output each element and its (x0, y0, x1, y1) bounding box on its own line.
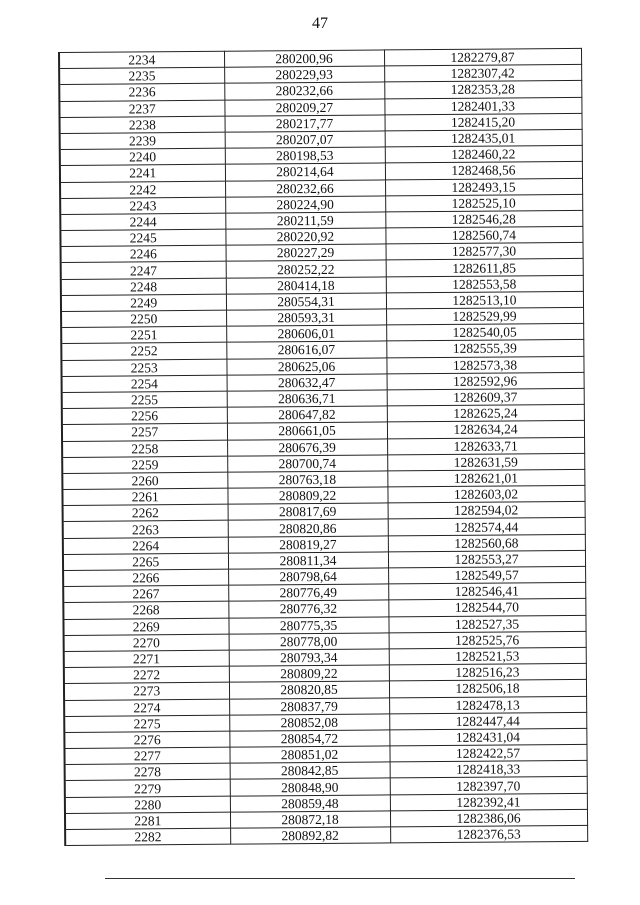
y-coordinate-cell: 1282447,44 (389, 712, 586, 730)
x-coordinate-cell: 280224,90 (225, 196, 385, 213)
point-number-cell: 2234 (59, 51, 224, 68)
x-coordinate-cell: 280632,47 (227, 374, 387, 391)
y-coordinate-cell: 1282553,58 (386, 275, 583, 293)
point-number-cell: 2263 (63, 521, 228, 538)
point-number-cell: 2278 (65, 763, 230, 780)
point-number-cell: 2244 (60, 213, 225, 230)
coordinates-table (58, 48, 588, 846)
y-coordinate-cell: 1282527,35 (388, 615, 585, 633)
point-number-cell: 2281 (65, 812, 230, 829)
point-number-cell: 2240 (60, 148, 225, 165)
x-coordinate-cell: 280872,18 (230, 811, 390, 828)
point-number-cell: 2279 (65, 780, 230, 797)
point-number-cell: 2269 (63, 618, 228, 635)
x-coordinate-cell: 280842,85 (230, 762, 390, 779)
x-coordinate-cell: 280859,48 (230, 795, 390, 812)
point-number-cell: 2282 (65, 828, 230, 845)
x-coordinate-cell: 280837,79 (229, 697, 389, 714)
y-coordinate-cell: 1282422,57 (389, 744, 586, 762)
x-coordinate-cell: 280211,59 (225, 212, 385, 229)
point-number-cell: 2257 (62, 423, 227, 440)
x-coordinate-cell: 280852,08 (229, 714, 389, 731)
point-number-cell: 2270 (64, 634, 229, 651)
y-coordinate-cell: 1282609,37 (387, 388, 584, 406)
y-coordinate-cell: 1282307,42 (384, 65, 581, 83)
x-coordinate-cell: 280200,96 (224, 50, 384, 67)
point-number-cell: 2273 (64, 682, 229, 699)
point-number-cell: 2248 (61, 278, 226, 295)
point-number-cell: 2258 (62, 440, 227, 457)
y-coordinate-cell: 1282478,13 (389, 696, 586, 714)
y-coordinate-cell: 1282560,68 (388, 534, 585, 552)
y-coordinate-cell: 1282418,33 (390, 761, 587, 779)
point-number-cell: 2247 (61, 262, 226, 279)
x-coordinate-cell: 280851,02 (229, 746, 389, 763)
y-coordinate-cell: 1282555,39 (386, 340, 583, 358)
y-coordinate-cell: 1282353,28 (384, 81, 581, 99)
x-coordinate-cell: 280232,66 (225, 179, 385, 196)
point-number-cell: 2277 (64, 747, 229, 764)
x-coordinate-cell: 280817,69 (228, 503, 388, 520)
x-coordinate-cell: 280775,35 (228, 616, 388, 633)
point-number-cell: 2265 (63, 553, 228, 570)
y-coordinate-cell: 1282506,18 (389, 680, 586, 698)
y-coordinate-cell: 1282631,59 (387, 453, 584, 471)
x-coordinate-cell: 280809,22 (229, 665, 389, 682)
x-coordinate-cell: 280647,82 (227, 406, 387, 423)
y-coordinate-cell: 1282634,24 (387, 421, 584, 439)
y-coordinate-cell: 1282594,02 (388, 502, 585, 520)
y-coordinate-cell: 1282516,23 (389, 663, 586, 681)
y-coordinate-cell: 1282279,87 (384, 48, 581, 66)
x-coordinate-cell: 280798,64 (228, 568, 388, 585)
point-number-cell: 2255 (62, 391, 227, 408)
x-coordinate-cell: 280776,32 (228, 600, 388, 617)
x-coordinate-cell: 280763,18 (227, 471, 387, 488)
x-coordinate-cell: 280414,18 (226, 277, 386, 294)
point-number-cell: 2256 (62, 407, 227, 424)
x-coordinate-cell: 280820,86 (228, 519, 388, 536)
point-number-cell: 2246 (61, 245, 226, 262)
point-number-cell: 2272 (64, 666, 229, 683)
x-coordinate-cell: 280252,22 (226, 260, 386, 277)
y-coordinate-cell: 1282460,22 (385, 146, 582, 164)
x-coordinate-cell: 280625,06 (226, 357, 386, 374)
point-number-cell: 2268 (63, 602, 228, 619)
x-coordinate-cell: 280776,49 (228, 584, 388, 601)
y-coordinate-cell: 1282573,38 (386, 356, 583, 374)
point-number-cell: 2262 (63, 504, 228, 521)
x-coordinate-cell: 280820,85 (229, 681, 389, 698)
y-coordinate-cell: 1282574,44 (388, 518, 585, 536)
y-coordinate-cell: 1282525,76 (389, 631, 586, 649)
y-coordinate-cell: 1282392,41 (390, 793, 587, 811)
point-number-cell: 2259 (62, 456, 227, 473)
x-coordinate-cell: 280214,64 (225, 163, 385, 180)
point-number-cell: 2235 (59, 67, 224, 84)
point-number-cell: 2260 (62, 472, 227, 489)
x-coordinate-cell: 280793,34 (229, 649, 389, 666)
y-coordinate-cell: 1282431,04 (389, 728, 586, 746)
point-number-cell: 2245 (60, 229, 225, 246)
y-coordinate-cell: 1282611,85 (386, 259, 583, 277)
x-coordinate-cell: 280854,72 (229, 730, 389, 747)
x-coordinate-cell: 280232,66 (224, 82, 384, 99)
x-coordinate-cell: 280676,39 (227, 438, 387, 455)
point-number-cell: 2280 (65, 796, 230, 813)
y-coordinate-cell: 1282386,06 (390, 809, 587, 827)
y-coordinate-cell: 1282546,28 (385, 210, 582, 228)
y-coordinate-cell: 1282521,53 (389, 647, 586, 665)
x-coordinate-cell: 280811,34 (228, 552, 388, 569)
point-number-cell: 2266 (63, 569, 228, 586)
y-coordinate-cell: 1282553,27 (388, 550, 585, 568)
x-coordinate-cell: 280554,31 (226, 293, 386, 310)
x-coordinate-cell: 280819,27 (228, 536, 388, 553)
x-coordinate-cell: 280848,90 (230, 778, 390, 795)
y-coordinate-cell: 1282401,33 (384, 97, 581, 115)
x-coordinate-cell: 280661,05 (227, 422, 387, 439)
x-coordinate-cell: 280207,07 (225, 131, 385, 148)
x-coordinate-cell: 280606,01 (226, 325, 386, 342)
y-coordinate-cell: 1282544,70 (388, 599, 585, 617)
y-coordinate-cell: 1282415,20 (385, 113, 582, 131)
y-coordinate-cell: 1282549,57 (388, 566, 585, 584)
x-coordinate-cell: 280700,74 (227, 455, 387, 472)
x-coordinate-cell: 280217,77 (225, 115, 385, 132)
y-coordinate-cell: 1282625,24 (387, 405, 584, 423)
table-row (65, 825, 587, 845)
y-coordinate-cell: 1282592,96 (387, 372, 584, 390)
y-coordinate-cell: 1282603,02 (387, 485, 584, 503)
point-number-cell: 2250 (61, 310, 226, 327)
y-coordinate-cell: 1282525,10 (385, 194, 582, 212)
x-coordinate-cell: 280616,07 (226, 341, 386, 358)
y-coordinate-cell: 1282468,56 (385, 162, 582, 180)
footer-divider (105, 878, 575, 879)
point-number-cell: 2276 (64, 731, 229, 748)
point-number-cell: 2242 (60, 181, 225, 198)
y-coordinate-cell: 1282529,99 (386, 307, 583, 325)
y-coordinate-cell: 1282493,15 (385, 178, 582, 196)
point-number-cell: 2261 (62, 488, 227, 505)
point-number-cell: 2251 (61, 326, 226, 343)
point-number-cell: 2236 (59, 84, 224, 101)
point-number-cell: 2249 (61, 294, 226, 311)
point-number-cell: 2254 (62, 375, 227, 392)
x-coordinate-cell: 280220,92 (225, 228, 385, 245)
point-number-cell: 2237 (59, 100, 224, 117)
y-coordinate-cell: 1282435,01 (385, 129, 582, 147)
point-number-cell: 2241 (60, 165, 225, 182)
point-number-cell: 2264 (63, 537, 228, 554)
point-number-cell: 2275 (64, 715, 229, 732)
x-coordinate-cell: 280227,29 (226, 244, 386, 261)
point-number-cell: 2253 (61, 359, 226, 376)
y-coordinate-cell: 1282577,30 (386, 243, 583, 261)
x-coordinate-cell: 280198,53 (225, 147, 385, 164)
point-number-cell: 2238 (60, 116, 225, 133)
coordinates-table-body (59, 48, 587, 845)
x-coordinate-cell: 280209,27 (224, 99, 384, 116)
point-number-cell: 2271 (64, 650, 229, 667)
y-coordinate-cell: 1282633,71 (387, 437, 584, 455)
x-coordinate-cell: 280892,82 (230, 827, 390, 844)
point-number-cell: 2252 (61, 343, 226, 360)
x-coordinate-cell: 280229,93 (224, 66, 384, 83)
y-coordinate-cell: 1282560,74 (385, 226, 582, 244)
x-coordinate-cell: 280636,71 (227, 390, 387, 407)
point-number-cell: 2267 (63, 585, 228, 602)
page-number: 47 (312, 15, 328, 32)
y-coordinate-cell: 1282621,01 (387, 469, 584, 487)
x-coordinate-cell: 280593,31 (226, 309, 386, 326)
y-coordinate-cell: 1282546,41 (388, 583, 585, 601)
y-coordinate-cell: 1282540,05 (386, 324, 583, 342)
point-number-cell: 2274 (64, 699, 229, 716)
x-coordinate-cell: 280778,00 (229, 633, 389, 650)
point-number-cell: 2239 (60, 132, 225, 149)
y-coordinate-cell: 1282397,70 (390, 777, 587, 795)
y-coordinate-cell: 1282513,10 (386, 291, 583, 309)
y-coordinate-cell: 1282376,53 (390, 825, 587, 843)
x-coordinate-cell: 280809,22 (227, 487, 387, 504)
point-number-cell: 2243 (60, 197, 225, 214)
